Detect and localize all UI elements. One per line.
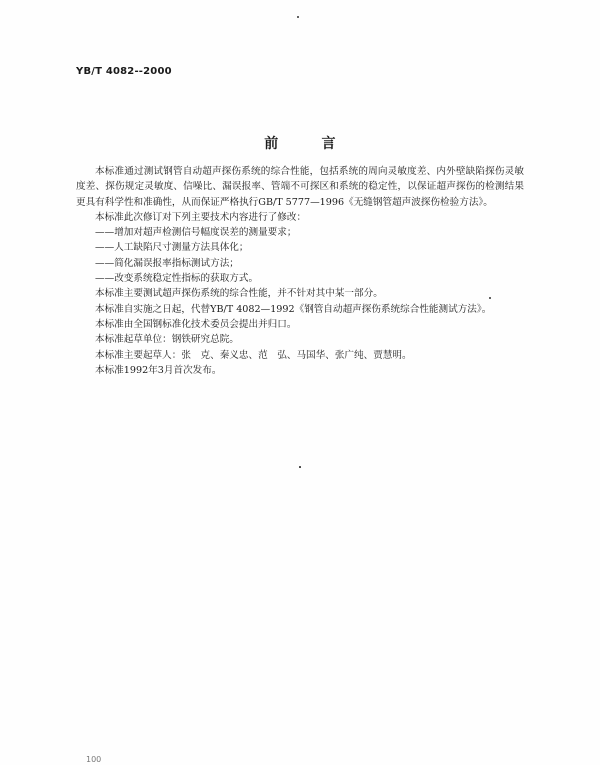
paragraph-drafters: 本标准主要起草人：张 克、秦义忠、范 弘、马国华、张广纯、贾慧明。 xyxy=(95,349,412,361)
paragraph-intro: 本标准通过测试钢管自动超声探伤系统的综合性能，包括系统的周向灵敏度差、内外壁缺陷探伤灵敏度差、探伤规定灵敏度、信噪比、漏误报率、管端不可探区和系统的稳定性，以保证超声探伤的检测结果更具有科学性和准确性，从而保证严格执行GB/T 5777—1996《无缝钢管超声波探伤检验方法》。 xyxy=(76,166,524,208)
scan-speck xyxy=(299,466,301,468)
revision-item-1: ——增加对超声检测信号幅度误差的测量要求； xyxy=(95,227,297,239)
paragraph-scope: 本标准主要测试超声探伤系统的综合性能，并不针对其中某一部分。 xyxy=(95,288,383,300)
revision-item-2: ——人工缺陷尺寸测量方法具体化； xyxy=(95,242,249,254)
scan-speck xyxy=(297,16,299,18)
paragraph-proposed: 本标准由全国钢标准化技术委员会提出并归口。 xyxy=(95,318,297,330)
page-title: 前 言 xyxy=(264,136,336,152)
paragraph-first-issued: 本标准1992年3月首次发布。 xyxy=(95,364,222,376)
paragraph-replaces: 本标准自实施之日起，代替YB/T 4082—1992《钢管自动超声探伤系统综合性能测试方法》。 xyxy=(95,303,492,315)
revision-item-4: ——改变系统稳定性指标的获取方式。 xyxy=(95,273,259,285)
page-number-fragment: 100 xyxy=(86,755,102,764)
standard-code: YB/T 4082--2000 xyxy=(76,66,172,77)
revision-item-3: ——简化漏误报率指标测试方法； xyxy=(95,257,239,269)
paragraph-drafting-unit: 本标准起草单位：钢铁研究总院。 xyxy=(95,334,239,346)
scan-speck xyxy=(489,297,491,299)
paragraph-revision: 本标准此次修订对下列主要技术内容进行了修改： xyxy=(95,211,307,223)
foreword-body xyxy=(76,164,524,378)
